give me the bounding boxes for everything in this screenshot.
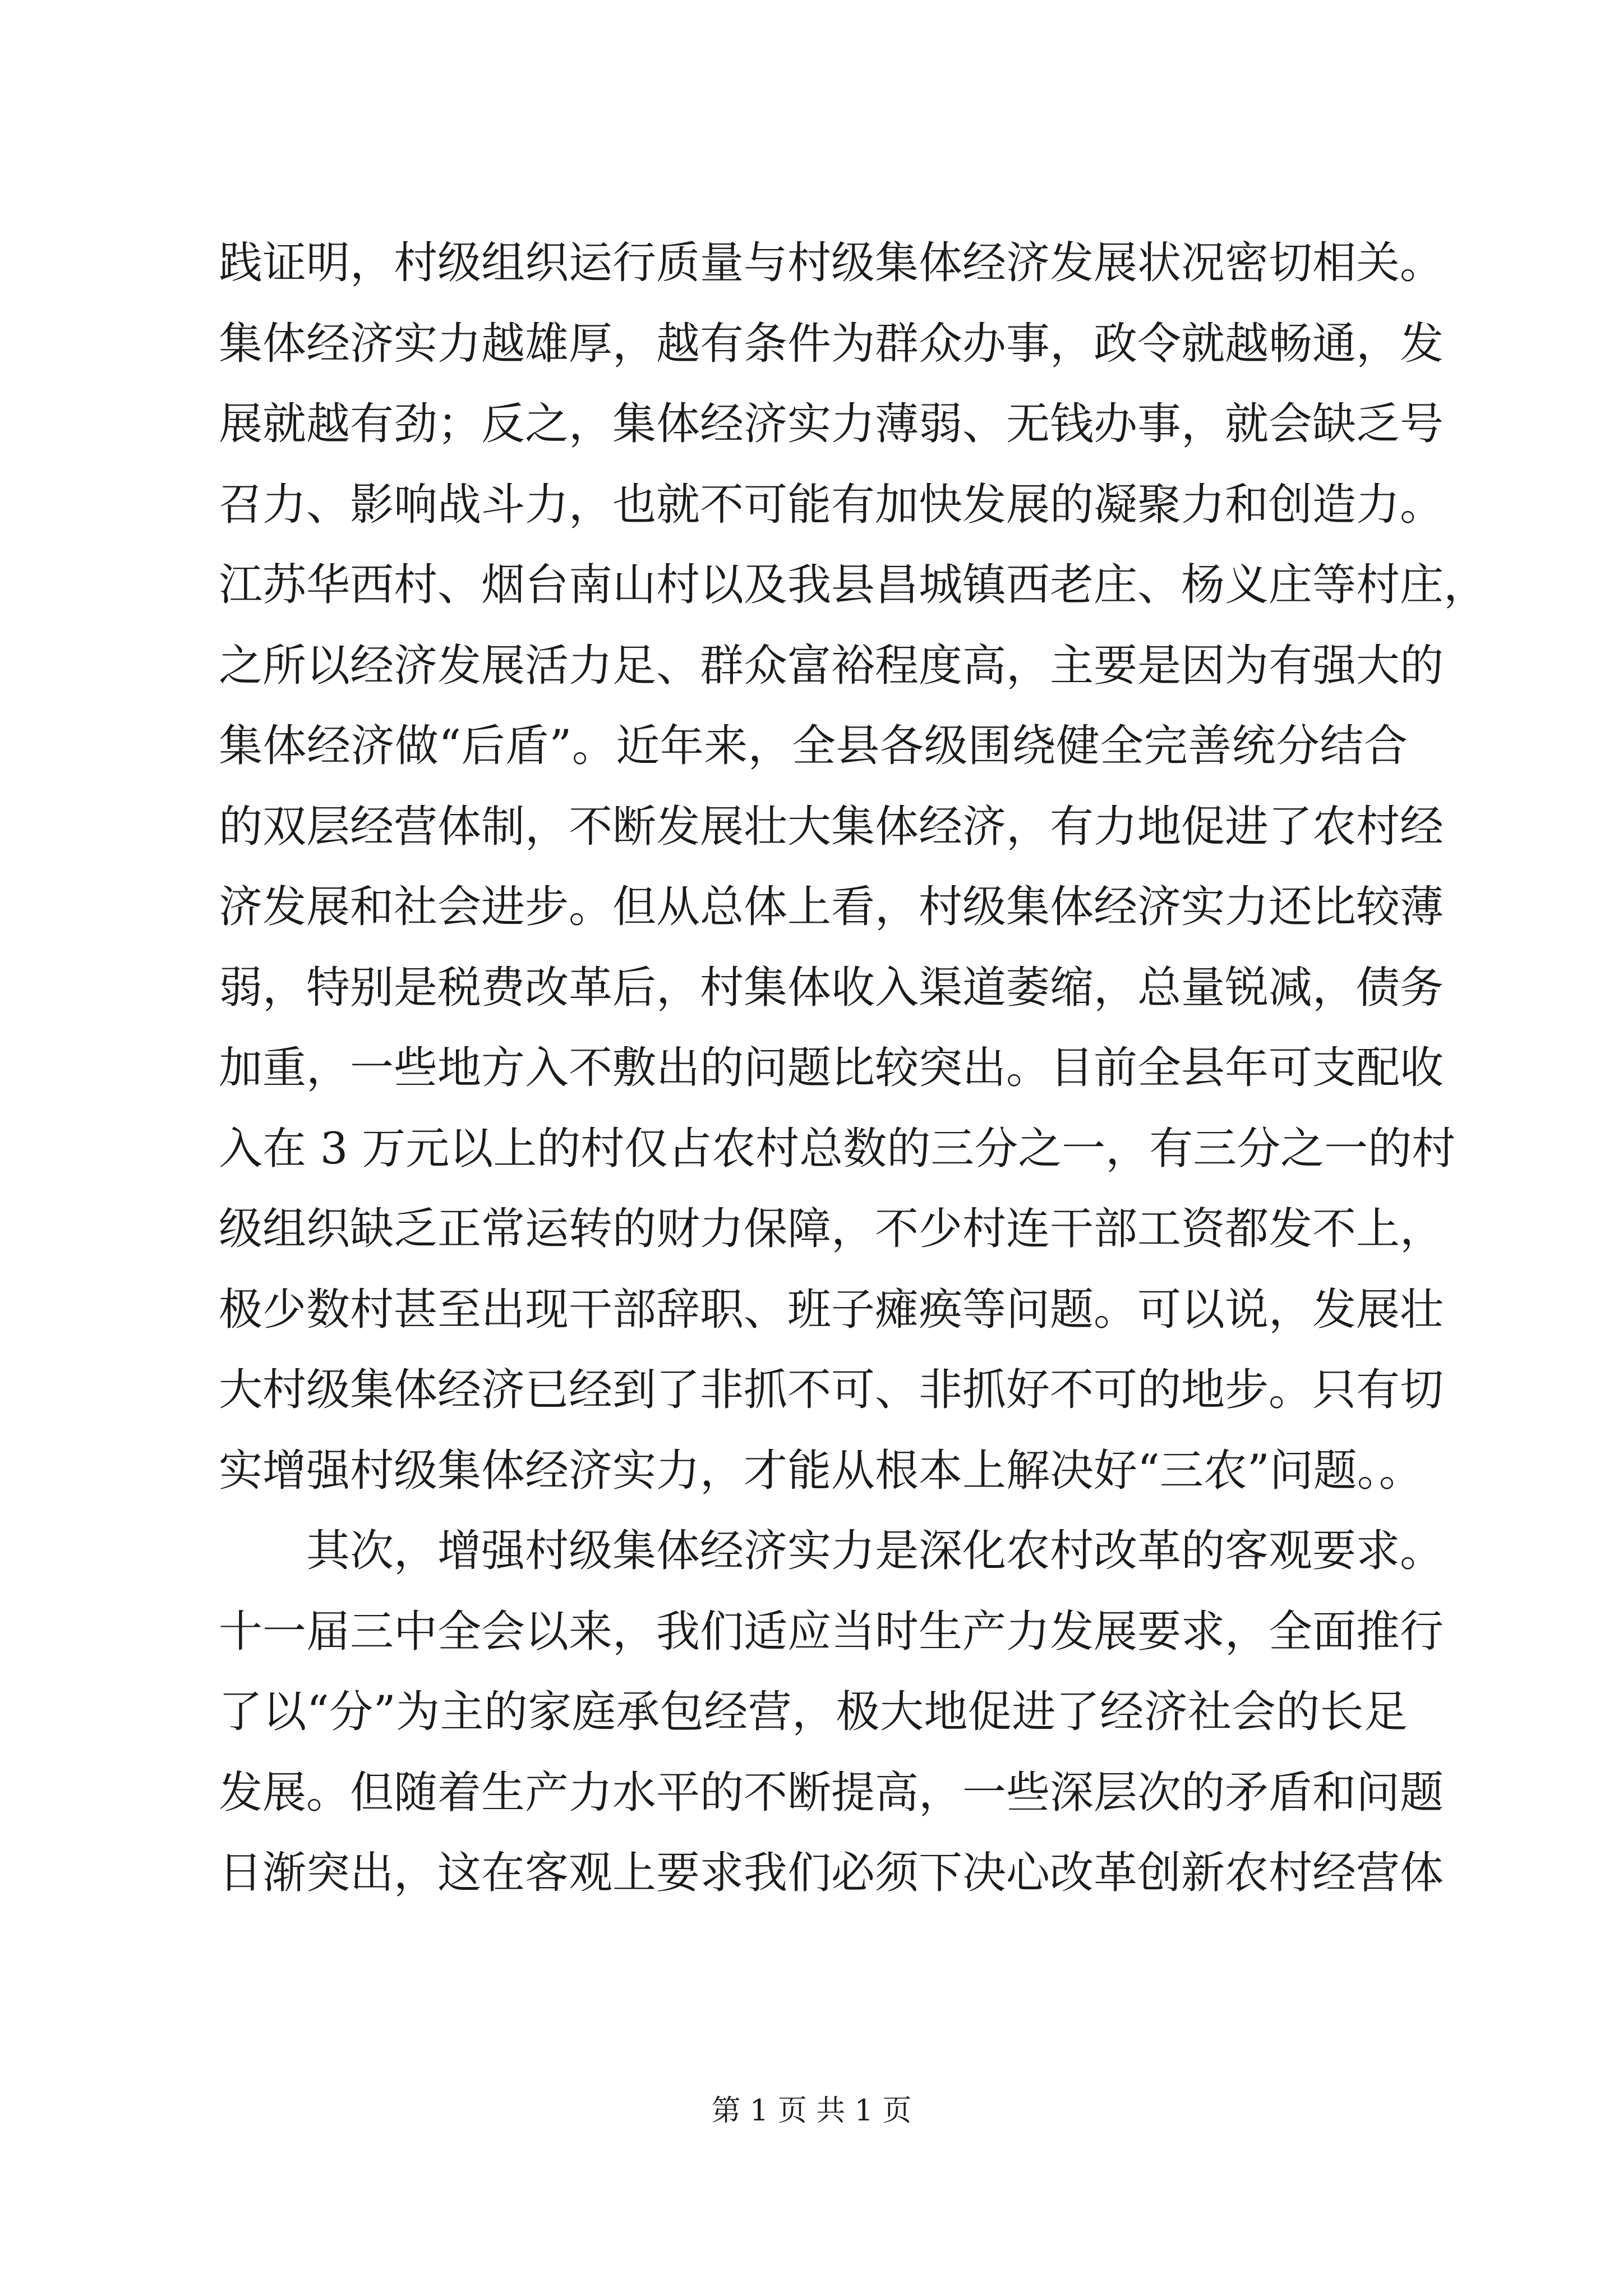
text-line: 大村级集体经济已经到了非抓不可、非抓好不可的地步。只有切 [219, 1365, 1444, 1415]
paragraph-1 [219, 223, 1488, 1511]
text-line: 江苏华西村、烟台南山村以及我县昌城镇西老庄、杨义庄等村庄， [219, 560, 1488, 610]
text-line: 展就越有劲；反之，集体经济实力薄弱、无钱办事，就会缺乏号 [219, 399, 1444, 449]
text-line: 日渐突出，这在客观上要求我们必须下决心改革创新农村经营体 [219, 1848, 1444, 1898]
text-line: 级组织缺乏正常运转的财力保障，不少村连干部工资都发不上， [219, 1204, 1444, 1254]
text-line: 极少数村甚至出现干部辞职、班子瘫痪等问题。可以说，发展壮 [219, 1284, 1444, 1335]
text-line: 践证明，村级组织运行质量与村级集体经济发展状况密切相关。 [219, 238, 1444, 288]
body-text [219, 223, 1488, 1914]
text-line: 集体经济实力越雄厚，越有条件为群众办事，政令就越畅通，发 [219, 318, 1444, 369]
text-line: 其次，增强村级集体经济实力是深化农村改革的客观要求。 [306, 1526, 1444, 1576]
text-line: 了以“分”为主的家庭承包经营，极大地促进了经济社会的长足 [219, 1687, 1408, 1737]
text-line: 弱，特别是税费改革后，村集体收入渠道萎缩，总量锐减，债务 [219, 962, 1444, 1013]
text-line: 实增强村级集体经济实力，才能从根本上解决好“三农”问题。。 [219, 1445, 1423, 1496]
paragraph-2 [219, 1511, 1444, 1914]
text-line: 济发展和社会进步。但从总体上看，村级集体经济实力还比较薄 [219, 882, 1444, 932]
page-number-footer: 第 1 页 共 1 页 [711, 2094, 912, 2128]
text-line: 的双层经营体制，不断发展壮大集体经济，有力地促进了农村经 [219, 801, 1444, 852]
text-line: 十一届三中全会以来，我们适应当时生产力发展要求，全面推行 [219, 1606, 1444, 1657]
text-line: 发展。但随着生产力水平的不断提高，一些深层次的矛盾和问题 [219, 1767, 1444, 1818]
text-line: 加重，一些地方入不敷出的问题比较突出。目前全县年可支配收 [219, 1043, 1444, 1093]
text-line: 集体经济做“后盾”。近年来，全县各级围绕健全完善统分结合 [219, 721, 1408, 771]
text-line: 召力、影响战斗力，也就不可能有加快发展的凝聚力和创造力。 [219, 479, 1444, 530]
text-line: 入在 3 万元以上的村仅占农村总数的三分之一，有三分之一的村 [219, 1123, 1456, 1174]
text-line: 之所以经济发展活力足、群众富裕程度高，主要是因为有强大的 [219, 640, 1444, 691]
